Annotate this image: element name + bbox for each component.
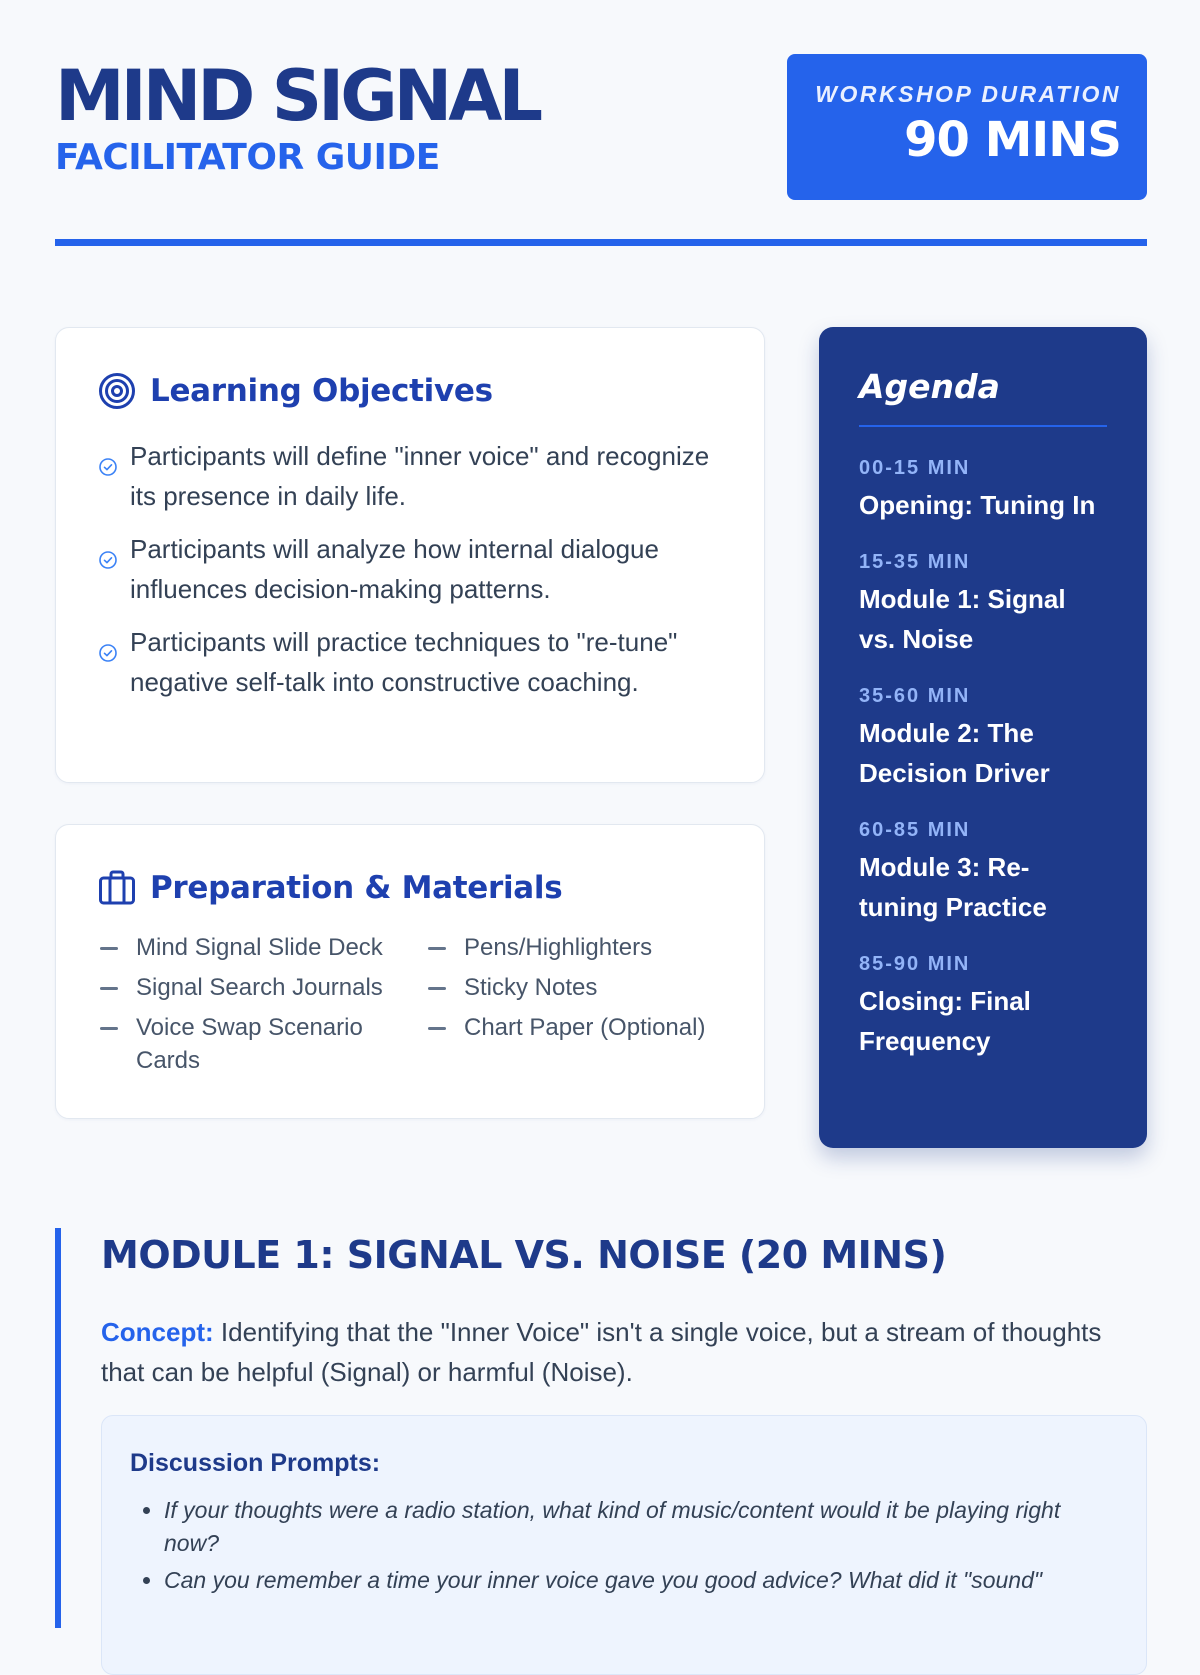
prompts-list (130, 1494, 1118, 1597)
agenda-session: Module 2: The Decision Driver (859, 718, 1050, 788)
agenda-title: Agenda (859, 367, 1000, 406)
learning-objectives-card (55, 327, 765, 783)
list-item (426, 1011, 736, 1044)
agenda-item (859, 549, 1107, 659)
list-item (98, 529, 728, 609)
objectives-heading-label: Learning Objectives (150, 373, 493, 409)
dash-icon (100, 947, 118, 950)
agenda-item (859, 455, 1107, 525)
module-1-section (55, 1228, 1147, 1608)
agenda-item (859, 951, 1107, 1061)
list-item (98, 971, 426, 1004)
page-title: MIND SIGNAL (55, 55, 540, 137)
material-text: Sticky Notes (464, 974, 598, 1001)
list-item: • If your thoughts were a radio station, what kind of music/content would it be playing right now? (164, 1494, 1118, 1560)
materials-list (98, 931, 738, 1084)
materials-heading (98, 869, 562, 907)
materials-card (55, 824, 765, 1119)
material-text: Pens/Highlighters (464, 934, 653, 961)
agenda-time: 60-85 MIN (859, 819, 971, 841)
page-header (55, 52, 1147, 202)
agenda-time: 00-15 MIN (859, 457, 971, 479)
check-circle-icon (98, 634, 118, 654)
list-item (98, 436, 728, 516)
dash-icon (428, 987, 446, 990)
materials-column-left (98, 931, 426, 1084)
dash-icon (100, 1027, 118, 1030)
agenda-time: 85-90 MIN (859, 953, 971, 975)
module-title: MODULE 1: SIGNAL VS. NOISE (20 MINS) (101, 1233, 947, 1277)
agenda-session: Module 3: Re-tuning Practice (859, 852, 1047, 922)
agenda-item (859, 817, 1107, 927)
agenda-time: 15-35 MIN (859, 551, 971, 573)
objectives-heading (98, 372, 493, 410)
objective-text: Participants will define "inner voice" and recognize its presence in daily life. (130, 441, 710, 511)
discussion-prompts-box (101, 1415, 1147, 1675)
material-text: Mind Signal Slide Deck (136, 934, 383, 961)
objective-text: Participants will practice techniques to "re-tune" negative self-talk into constructive coaching. (130, 627, 678, 697)
briefcase-icon (98, 869, 136, 907)
prompts-title: Discussion Prompts: (130, 1449, 381, 1477)
target-icon (98, 372, 136, 410)
list-item (98, 622, 728, 702)
materials-column-right (426, 931, 736, 1084)
duration-value: 90 MINS (904, 112, 1121, 168)
dash-icon (428, 947, 446, 950)
page-subtitle: FACILITATOR GUIDE (55, 137, 440, 178)
objectives-list (98, 436, 728, 715)
concept-text: Identifying that the "Inner Voice" isn't a single voice, but a stream of thoughts that can be helpful (Signal) or harmful (Noise). (101, 1317, 1102, 1387)
list-item (98, 931, 426, 964)
material-text: Chart Paper (Optional) (464, 1014, 706, 1041)
header-divider (55, 239, 1147, 246)
agenda-item (859, 683, 1107, 793)
module-accent-bar (55, 1228, 61, 1628)
agenda-time: 35-60 MIN (859, 685, 971, 707)
material-text: Signal Search Journals (136, 974, 383, 1001)
check-circle-icon (98, 541, 118, 561)
check-circle-icon (98, 448, 118, 468)
material-text: Voice Swap Scenario Cards (136, 1014, 363, 1074)
agenda-panel (819, 327, 1147, 1148)
duration-label: WORKSHOP DURATION (815, 81, 1121, 107)
dash-icon (428, 1027, 446, 1030)
agenda-session: Closing: Final Frequency (859, 986, 1031, 1056)
concept-label: Concept: (101, 1317, 214, 1347)
duration-badge (787, 54, 1147, 200)
materials-heading-label: Preparation & Materials (150, 870, 563, 906)
module-concept (101, 1312, 1141, 1392)
objective-text: Participants will analyze how internal dialogue influences decision-making patterns. (130, 534, 659, 604)
list-item (426, 971, 736, 1004)
list-item (98, 1011, 426, 1077)
facilitator-guide-page (55, 0, 1147, 1600)
list-item (426, 931, 736, 964)
dash-icon (100, 987, 118, 990)
agenda-divider (859, 425, 1107, 427)
agenda-session: Opening: Tuning In (859, 490, 1096, 520)
list-item: • Can you remember a time your inner voice gave you good advice? What did it "sound" (164, 1564, 1118, 1597)
agenda-session: Module 1: Signal vs. Noise (859, 584, 1066, 654)
